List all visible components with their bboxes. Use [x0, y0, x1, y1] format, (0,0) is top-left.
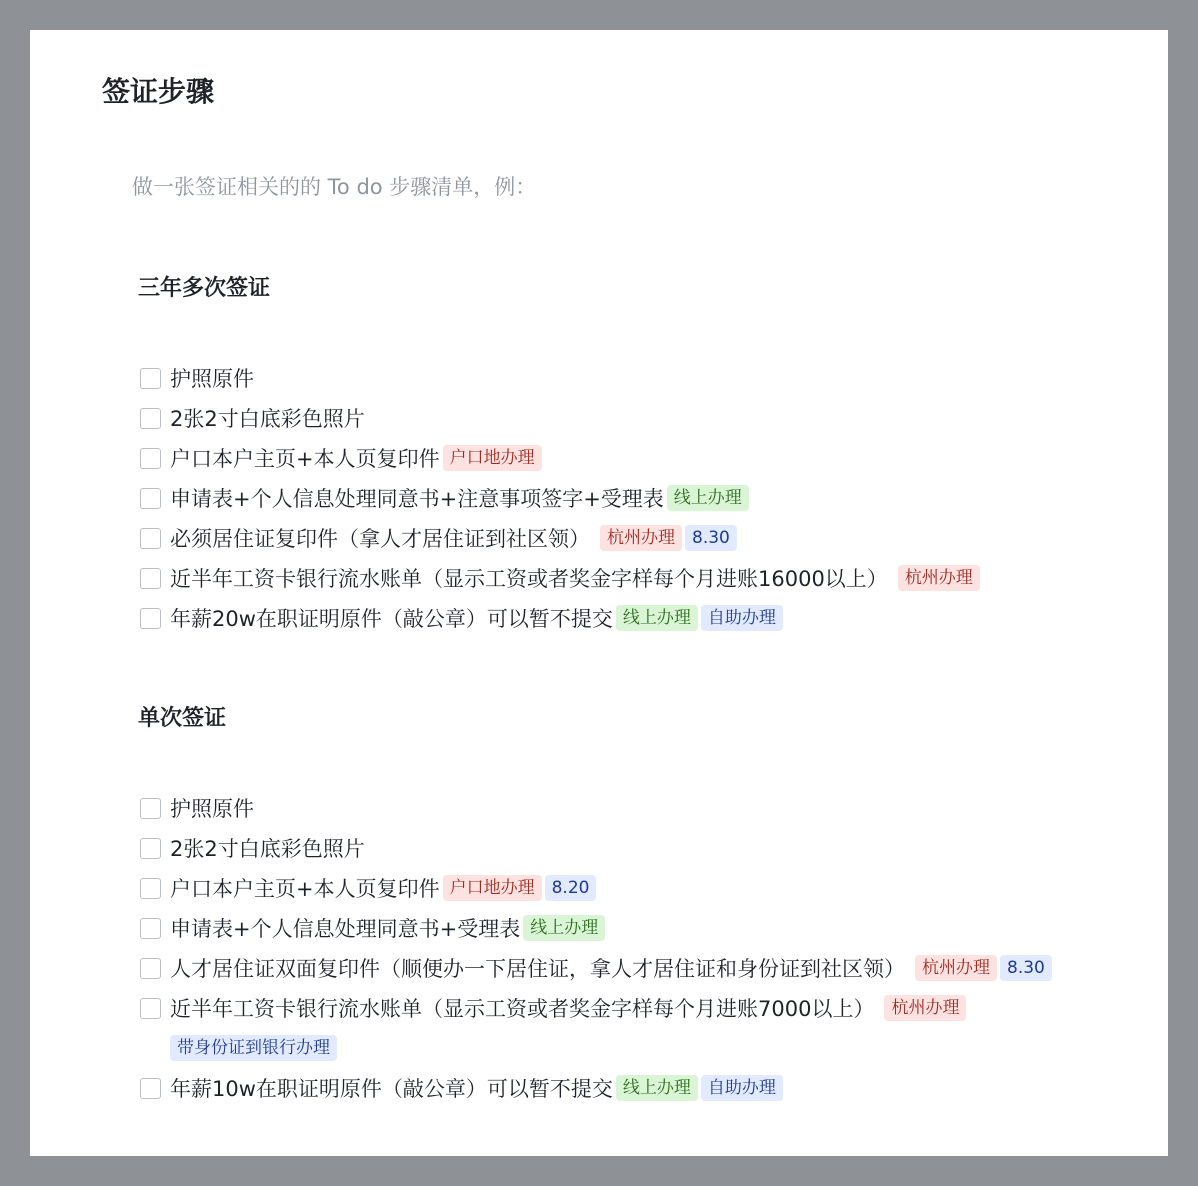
todo-item [140, 874, 596, 902]
todo-item [140, 954, 1052, 982]
todo-text: 人才居住证双面复印件（顺便办一下居住证，拿人才居住证和身份证到社区领） [170, 957, 905, 981]
todo-checkbox[interactable] [140, 608, 161, 629]
intro-text: 做一张签证相关的的 To do 步骤清单，例： [132, 175, 537, 199]
todo-text: 年薪10w在职证明原件（敲公章）可以暂不提交 [170, 1077, 613, 1101]
todo-item [140, 524, 737, 552]
todo-text: 户口本户主页+本人页复印件 [170, 877, 440, 901]
tag-location: 杭州办理 [600, 525, 682, 551]
todo-item [140, 794, 254, 822]
todo-item [140, 404, 365, 432]
todo-checkbox[interactable] [140, 528, 161, 549]
todo-checkbox[interactable] [140, 878, 161, 899]
todo-text: 护照原件 [170, 367, 254, 391]
todo-item [140, 994, 966, 1022]
todo-item [140, 564, 980, 592]
tag-online: 线上办理 [616, 1075, 698, 1101]
todo-text: 近半年工资卡银行流水账单（显示工资或者奖金字样每个月进账16000以上） [170, 567, 888, 591]
todo-checkbox[interactable] [140, 918, 161, 939]
tag-location: 户口地办理 [443, 445, 542, 471]
todo-text: 护照原件 [170, 797, 254, 821]
tag-bank: 带身份证到银行办理 [170, 1035, 337, 1061]
todo-item [140, 834, 365, 862]
tag-online: 线上办理 [667, 485, 749, 511]
tag-location: 杭州办理 [884, 995, 966, 1021]
tag-self-service: 自助办理 [701, 1075, 783, 1101]
todo-text: 户口本户主页+本人页复印件 [170, 447, 440, 471]
todo-checkbox[interactable] [140, 838, 161, 859]
todo-item [140, 914, 605, 942]
tag-date: 8.30 [1000, 955, 1052, 981]
todo-item [140, 1074, 783, 1102]
todo-text: 2张2寸白底彩色照片 [170, 837, 365, 861]
tag-date: 8.30 [685, 525, 737, 551]
tag-location: 杭州办理 [915, 955, 997, 981]
todo-checkbox[interactable] [140, 998, 161, 1019]
todo-text: 2张2寸白底彩色照片 [170, 407, 365, 431]
todo-checkbox[interactable] [140, 448, 161, 469]
tag-online: 线上办理 [523, 915, 605, 941]
tag-location: 户口地办理 [443, 875, 542, 901]
todo-text: 年薪20w在职证明原件（敲公章）可以暂不提交 [170, 607, 613, 631]
tag-online: 线上办理 [616, 605, 698, 631]
todo-item [140, 444, 542, 472]
todo-checkbox[interactable] [140, 408, 161, 429]
todo-checkbox[interactable] [140, 1078, 161, 1099]
todo-text: 近半年工资卡银行流水账单（显示工资或者奖金字样每个月进账7000以上） [170, 997, 875, 1021]
section-title-three-year: 三年多次签证 [138, 276, 271, 301]
section-title-single: 单次签证 [138, 706, 227, 731]
todo-checkbox[interactable] [140, 798, 161, 819]
todo-checkbox[interactable] [140, 958, 161, 979]
todo-checkbox[interactable] [140, 368, 161, 389]
todo-item-wrap [170, 1034, 337, 1062]
todo-text: 申请表+个人信息处理同意书+注意事项签字+受理表 [170, 487, 664, 511]
tag-self-service: 自助办理 [701, 605, 783, 631]
document-page [30, 30, 1168, 1156]
tag-date: 8.20 [545, 875, 597, 901]
todo-checkbox[interactable] [140, 568, 161, 589]
todo-text: 必须居住证复印件（拿人才居住证到社区领） [170, 527, 590, 551]
todo-item [140, 484, 749, 512]
todo-text: 申请表+个人信息处理同意书+受理表 [170, 917, 521, 941]
todo-item [140, 604, 783, 632]
tag-location: 杭州办理 [898, 565, 980, 591]
todo-checkbox[interactable] [140, 488, 161, 509]
todo-item [140, 364, 254, 392]
page-title: 签证步骤 [102, 75, 215, 108]
